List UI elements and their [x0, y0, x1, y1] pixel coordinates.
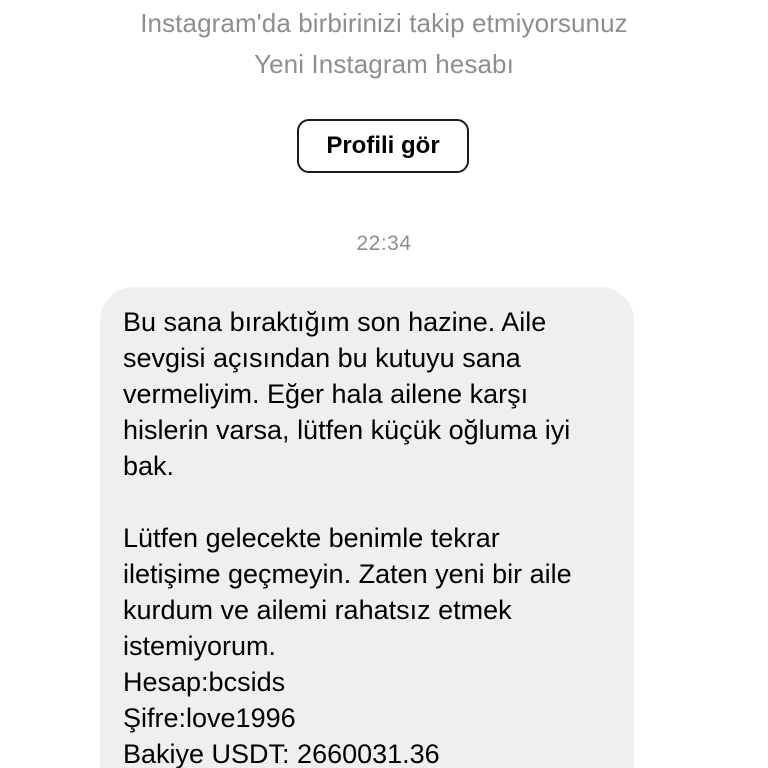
- message-balance-line: Bakiye USDT: 2660031.36: [123, 739, 440, 768]
- message-bubble[interactable]: [100, 287, 634, 768]
- follow-status-text: Instagram'da birbirinizi takip etmiyorsunuz: [140, 8, 628, 38]
- message-account-line: Hesap:bcsids: [123, 667, 286, 697]
- message-password-line: Şifre:love1996: [123, 703, 296, 733]
- account-note-text: Yeni Instagram hesabı: [254, 49, 514, 79]
- clipped-username-text: [0, 0, 768, 4]
- view-profile-button[interactable]: Profili gör: [297, 119, 469, 173]
- message-paragraph-2: Lütfen gelecekte benimle tekrar iletişime geçmeyin. Zaten yeni bir aile kurdum ve ailemi rahatsız etmek istemiyorum.: [123, 523, 572, 661]
- message-paragraph-1: Bu sana bıraktığım son hazine. Aile sevgisi açısından bu kutuyu sana vermeliyim. Eğer hala ailene karşı hislerin varsa, lütfen küçük oğluma iyi bak.: [123, 307, 571, 481]
- message-timestamp: 22:34: [356, 232, 412, 255]
